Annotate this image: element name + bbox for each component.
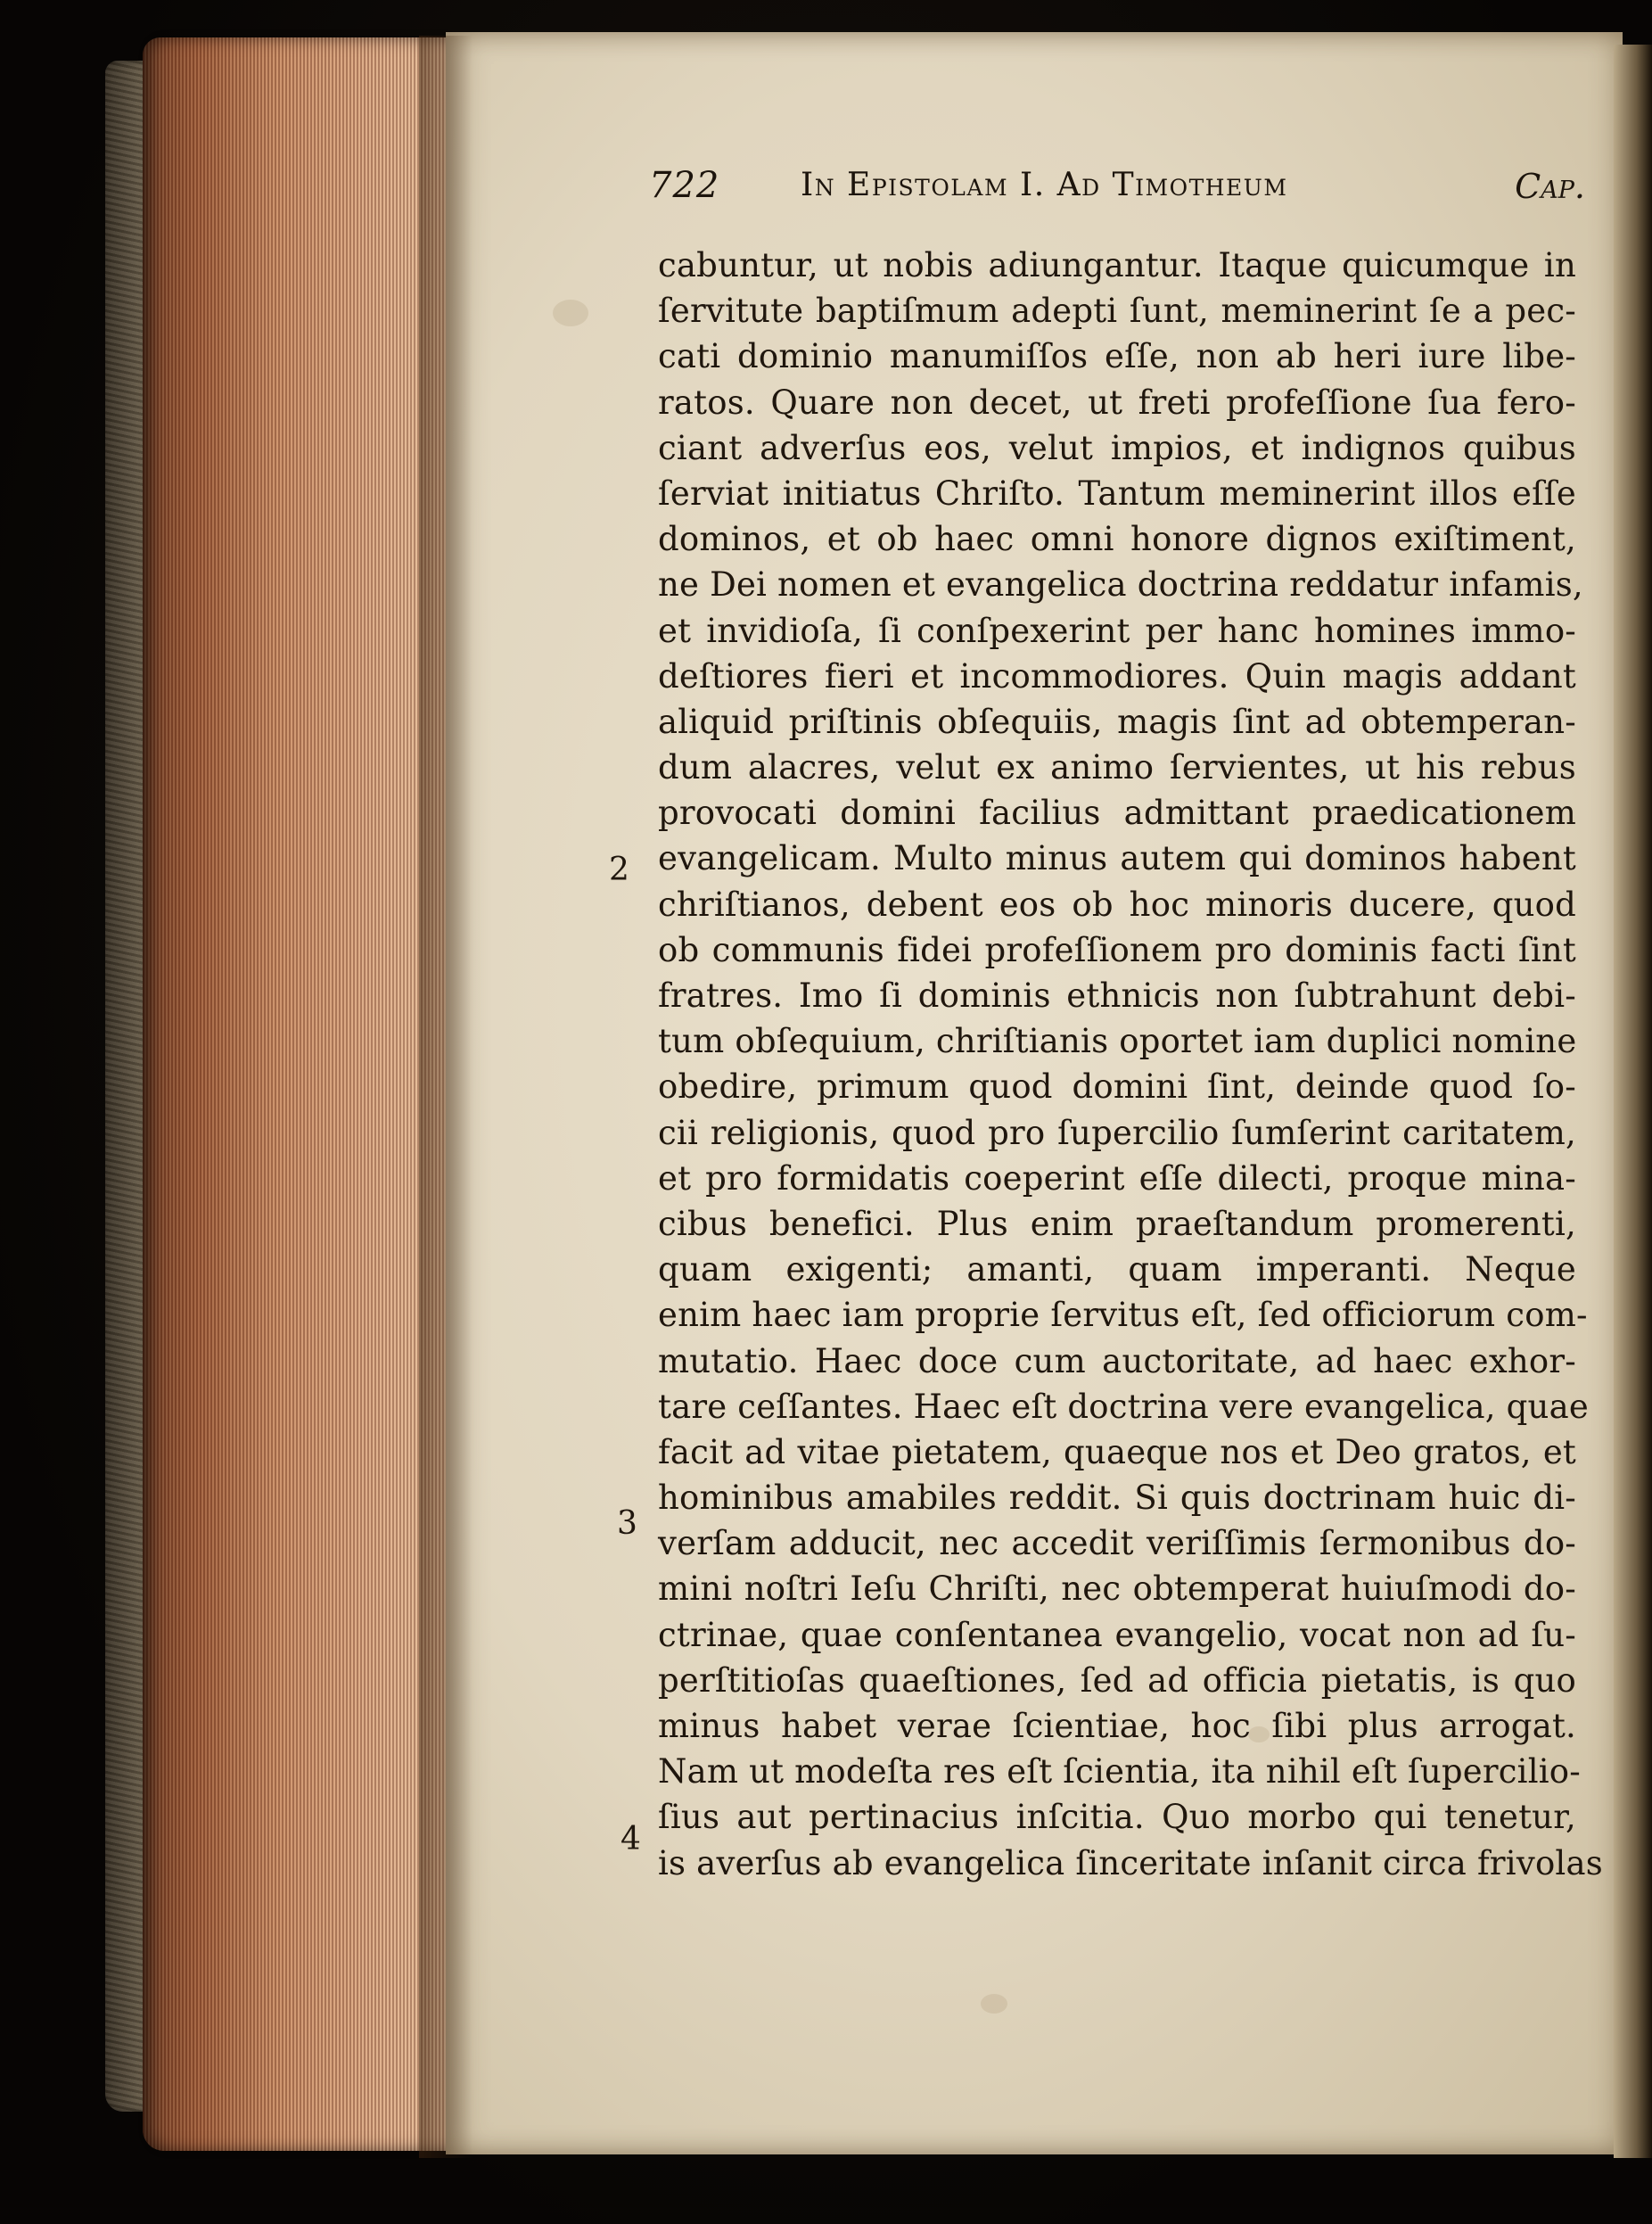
paper-stain <box>981 1994 1007 2014</box>
running-head <box>649 165 1585 218</box>
text-line: tum obſequium, chriſtianis oportet iam duplici nomine <box>658 1022 1577 1061</box>
text-line: ne Dei nomen et evangelica doctrina reddatur infamis, <box>658 565 1583 605</box>
text-line: obedire, primum quod domini ſint, deinde quod ſo- <box>658 1067 1576 1107</box>
text-line: provocati domini facilius admittant praedicationem <box>658 794 1576 833</box>
text-line: Nam ut modeſta res eſt ſcientia, ita nihil eſt ſupercilio- <box>658 1752 1581 1792</box>
text-line: cibus benefici. Plus enim praeſtandum promerenti, <box>658 1204 1576 1243</box>
text-line: cabuntur, ut nobis adiungantur. Itaque quicumque in <box>658 246 1576 284</box>
text-line: aliquid priſtinis obſequiis, magis ſint ad obtemperan- <box>658 702 1576 741</box>
text-line: mini noſtri Ieſu Chriſti, nec obtemperat huiuſmodi do- <box>658 1569 1576 1609</box>
text-line: verſam adducit, nec accedit veriſſimis ſermonibus do- <box>658 1524 1576 1563</box>
paper-stain <box>553 300 588 326</box>
text-line: ratos. Quare non decet, ut freti profeſſione ſua fero- <box>658 383 1576 422</box>
facing-page-edge <box>1614 45 1652 2158</box>
text-line: is averſus ab evangelica ſinceritate inſanit circa frivolas <box>658 1843 1603 1882</box>
running-title: In Epistolam I. Ad Timotheum <box>801 167 1288 203</box>
text-line: ſervitute baptiſmum adepti ſunt, meminerint ſe a pec- <box>658 292 1576 331</box>
text-line: tare ceſſantes. Haec eſt doctrina vere evangelica, quae <box>658 1387 1589 1426</box>
text-line: ciant adverſus eos, velut impios, et indignos quibus <box>658 428 1576 467</box>
text-line: hominibus amabiles reddit. Si quis doctrinam huic di- <box>658 1479 1576 1518</box>
text-line: ſius aut pertinacius inſcitia. Quo morbo qui tenetur, <box>658 1798 1576 1837</box>
text-line: ſerviat initiatus Chriſto. Tantum meminerint illos eſſe <box>658 474 1576 513</box>
text-line: facit ad vitae pietatem, quaeque nos et Deo gratos, et <box>658 1432 1576 1471</box>
text-line: ob communis fidei profeſſionem pro dominis facti ſint <box>658 930 1576 969</box>
text-line: dominos, et ob haec omni honore dignos exiſtiment, <box>658 520 1576 559</box>
page-edges <box>143 37 446 2151</box>
text-line: enim haec iam proprie ſervitus eſt, ſed officiorum com- <box>658 1296 1588 1335</box>
text-line: et pro formidatis coeperint eſſe dilecti, proque mina- <box>658 1158 1576 1198</box>
text-line: perſtitioſas quaeſtiones, ſed ad officia pietatis, is quo <box>658 1660 1576 1700</box>
verse-number-2: 2 <box>609 852 629 888</box>
text-line: et invidioſa, ſi conſpexerint per hanc homines immo- <box>658 611 1576 650</box>
text-line: cii religionis, quod pro ſupercilio ſumſerint caritatem, <box>658 1113 1576 1152</box>
text-line: dum alacres, velut ex animo ſervientes, ut his rebus <box>658 748 1576 787</box>
text-line: ctrinae, quae conſentanea evangelio, vocat non ad ſu- <box>658 1615 1576 1654</box>
body-text <box>658 243 1603 1886</box>
text-line: minus habet verae ſcientiae, hoc ſibi plus arrogat. <box>658 1707 1576 1745</box>
page-number: 722 <box>649 165 720 206</box>
text-line: cati dominio manumiſſos eſſe, non ab heri iure libe- <box>658 337 1576 376</box>
text-line: evangelicam. Multo minus autem qui dominos habent <box>658 839 1576 878</box>
gutter-shadow <box>419 36 473 2158</box>
chapter-label: Cap. <box>1515 167 1585 206</box>
verse-number-3: 3 <box>617 1505 637 1542</box>
text-line: deſtiores fieri et incommodiores. Quin magis addant <box>658 656 1576 696</box>
verse-number-4: 4 <box>621 1821 641 1857</box>
text-line: chriſtianos, debent eos ob hoc minoris ducere, quod <box>658 885 1576 924</box>
text-line: mutatio. Haec doce cum auctoritate, ad haec exhor- <box>658 1341 1576 1380</box>
text-line: fratres. Imo ſi dominis ethnicis non ſubtrahunt debi- <box>658 976 1576 1015</box>
text-line: quam exigenti; amanti, quam imperanti. Neque <box>658 1250 1576 1289</box>
